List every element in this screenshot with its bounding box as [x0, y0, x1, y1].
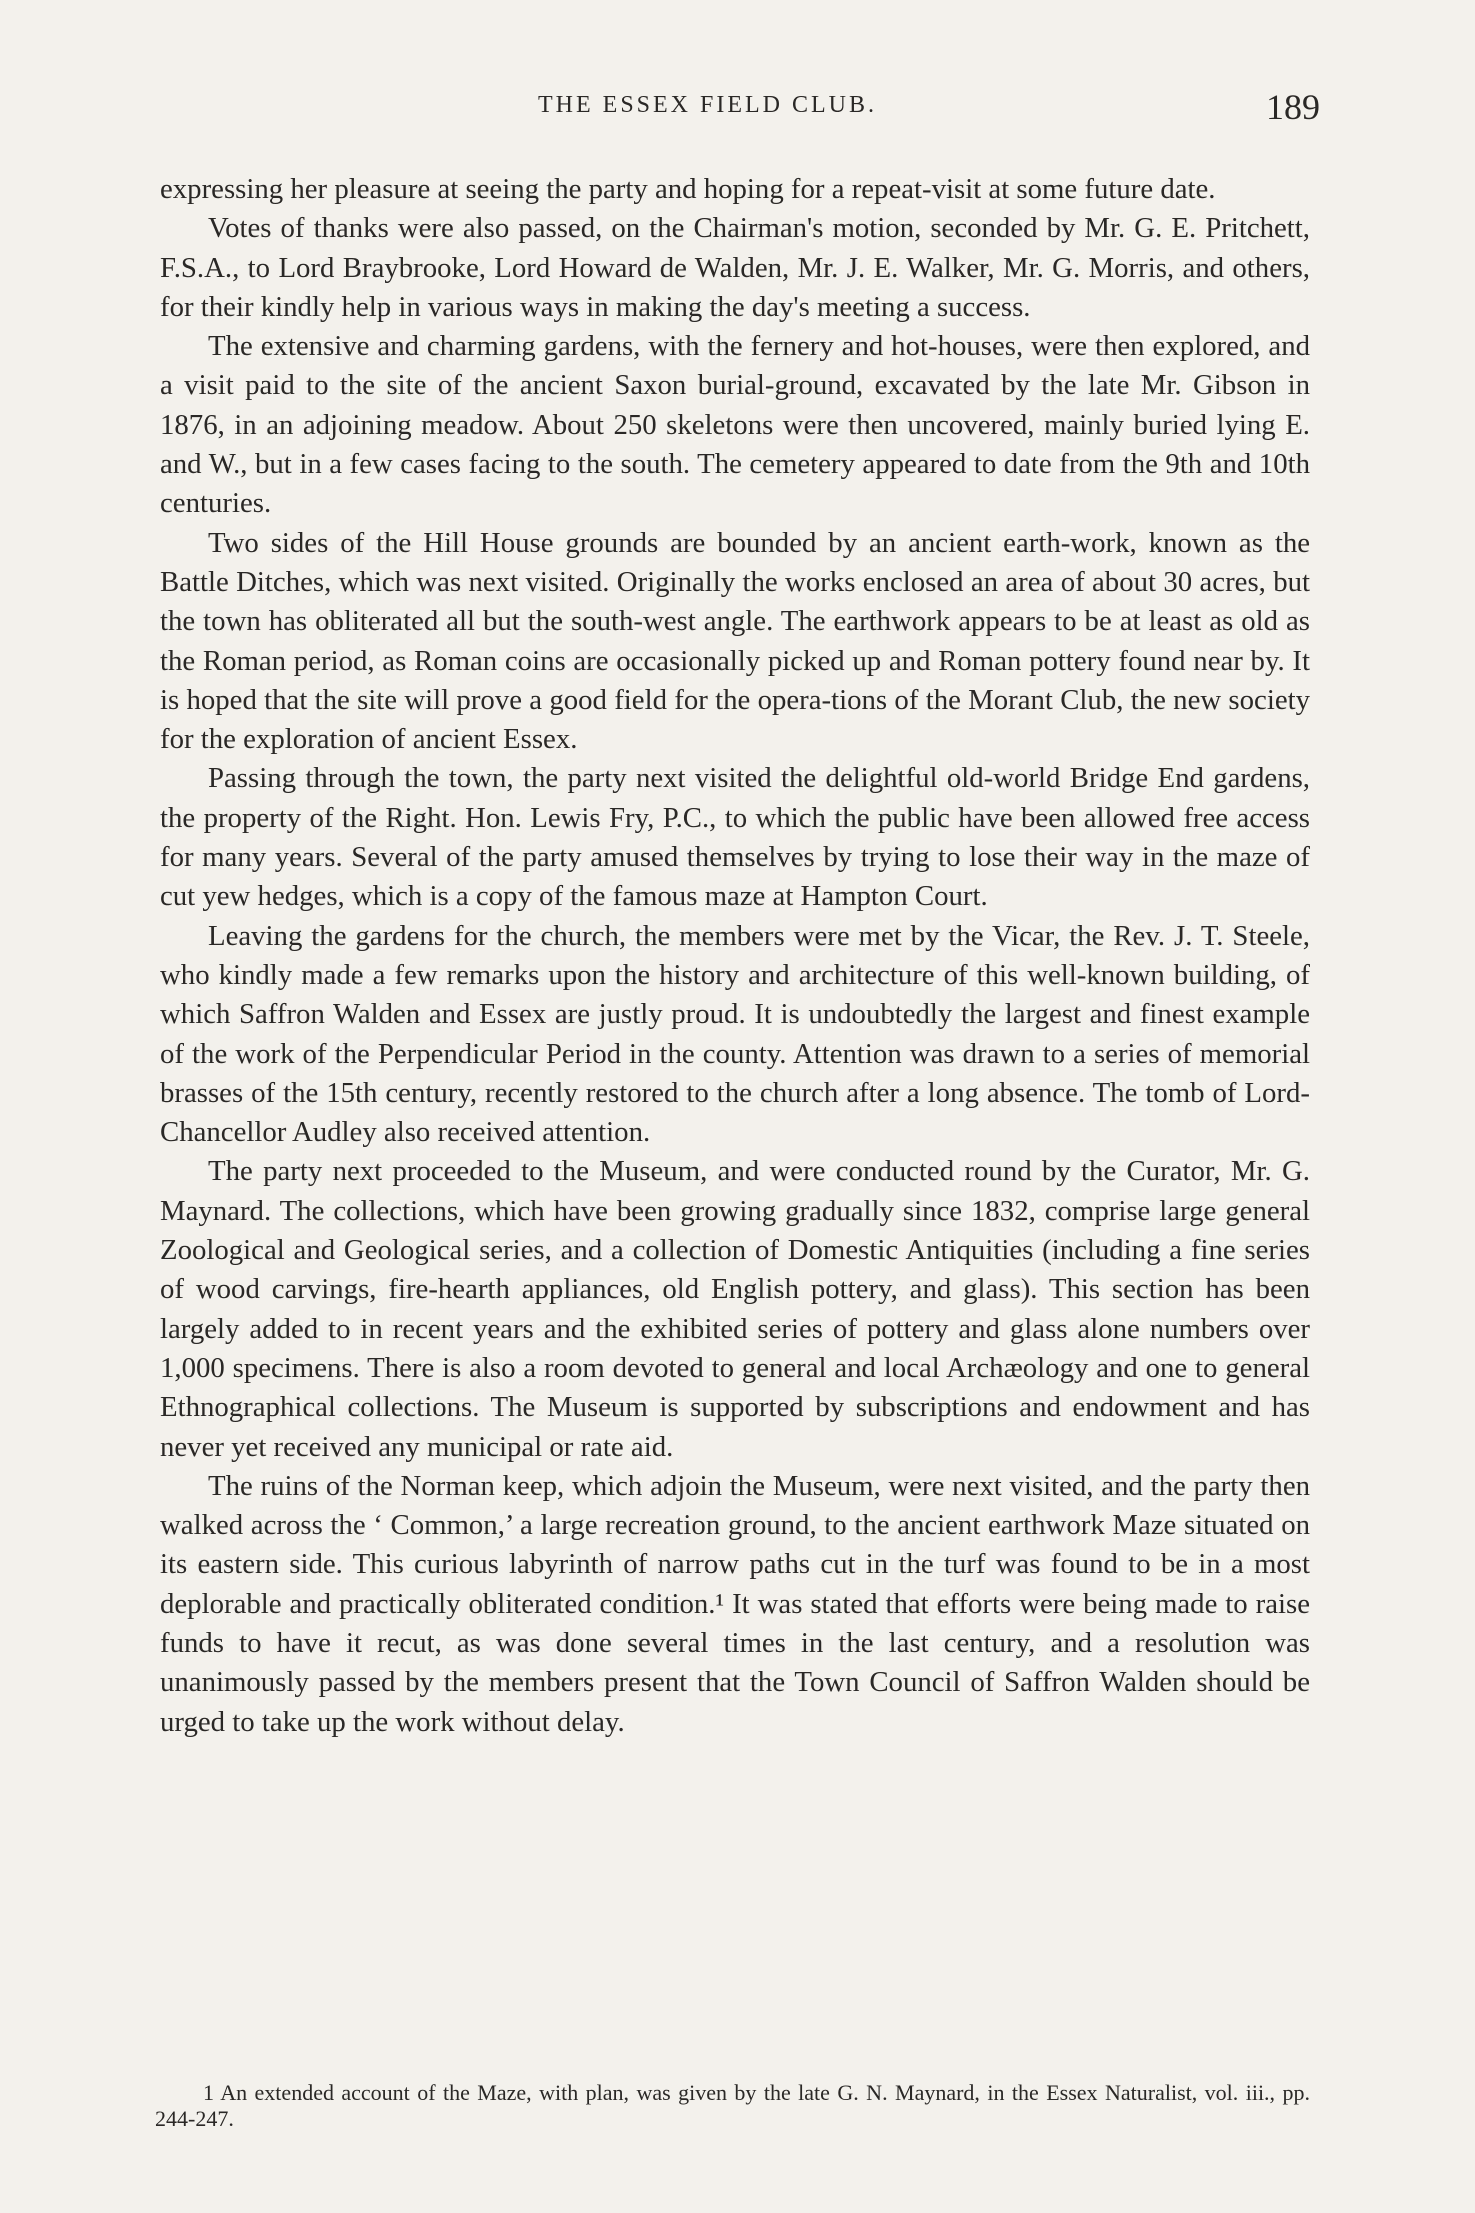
- paragraph: The ruins of the Norman keep, which adjoin the Museum, were next visited, and the party then walked across the ‘ Common,’ a large recreation ground, to the ancient earthwork Maze situated on its eastern side. This curious labyrinth of narrow paths cut in the turf was found to be in a most deplorable and practically obliterated condition.¹ It was stated that efforts were being made to raise funds to have it recut, as was done several times in the last century, and a resolution was unanimously passed by the members present that the Town Council of Saffron Walden should be urged to take up the work without delay.: [160, 1469, 1310, 1738]
- paragraph: Votes of thanks were also passed, on the Chairman's motion, seconded by Mr. G. E. Pritchett, F.S.A., to Lord Braybrooke, Lord Howard de Walden, Mr. J. E. Walker, Mr. G. Morris, and others, for their kindly help in various ways in making the day's meeting a success.: [160, 212, 1310, 323]
- paragraph: Passing through the town, the party next visited the delightful old-world Bridge End gardens, the property of the Right. Hon. Lewis Fry, P.C., to which the public have been allowed free access for many years. Several of the party amused themselves by trying to lose their way in the maze of cut yew hedges, which is a copy of the famous maze at Hampton Court.: [160, 762, 1310, 913]
- footnote: 1 An extended account of the Maze, with plan, was given by the late G. N. Maynard, in the Essex Naturalist, vol. iii., pp. 244-247.: [155, 2080, 1310, 2131]
- paragraph: expressing her pleasure at seeing the party and hoping for a repeat-visit at some future date.: [160, 173, 1216, 205]
- paragraph: The extensive and charming gardens, with the fernery and hot-houses, were then explored, and a visit paid to the site of the ancient Saxon burial-ground, excavated by the late Mr. Gibson in 1876, in an adjoining meadow. About 250 skeletons were then uncovered, mainly buried lying E. and W., but in a few cases facing to the south. The cemetery appeared to date from the 9th and 10th centuries.: [160, 330, 1310, 520]
- body-text: [160, 170, 1310, 1742]
- paragraph: Leaving the gardens for the church, the members were met by the Vicar, the Rev. J. T. Steele, who kindly made a few remarks upon the history and architecture of this well-known building, of which Saffron Walden and Essex are justly proud. It is undoubtedly the largest and finest example of the work of the Perpendicular Period in the county. Attention was drawn to a series of memorial brasses of the 15th century, recently restored to the church after a long absence. The tomb of Lord-Chancellor Audley also received attention.: [160, 919, 1310, 1149]
- running-head: [0, 88, 1475, 128]
- paragraph: Two sides of the Hill House grounds are bounded by an ancient earth-work, known as the Battle Ditches, which was next visited. Originally the works enclosed an area of about 30 acres, but the town has obliterated all but the south-west angle. The earthwork appears to be at least as old as the Roman period, as Roman coins are occasionally picked up and Roman pottery found near by. It is hoped that the site will prove a good field for the opera-tions of the Morant Club, the new society for the exploration of ancient Essex.: [160, 526, 1310, 756]
- paragraph: The party next proceeded to the Museum, and were conducted round by the Curator, Mr. G. Maynard. The collections, which have been growing gradually since 1832, comprise large general Zoological and Geological series, and a collection of Domestic Antiquities (including a fine series of wood carvings, fire-hearth appliances, old English pottery, and glass). This section has been largely added to in recent years and the exhibited series of pottery and glass alone numbers over 1,000 specimens. There is also a room devoted to general and local Archæology and one to general Ethnographical collections. The Museum is supported by subscriptions and endowment and has never yet received any municipal or rate aid.: [160, 1155, 1310, 1463]
- running-title: THE ESSEX FIELD CLUB.: [538, 92, 877, 118]
- page-number: 189: [1266, 87, 1320, 127]
- footnotes: [155, 2080, 1310, 2132]
